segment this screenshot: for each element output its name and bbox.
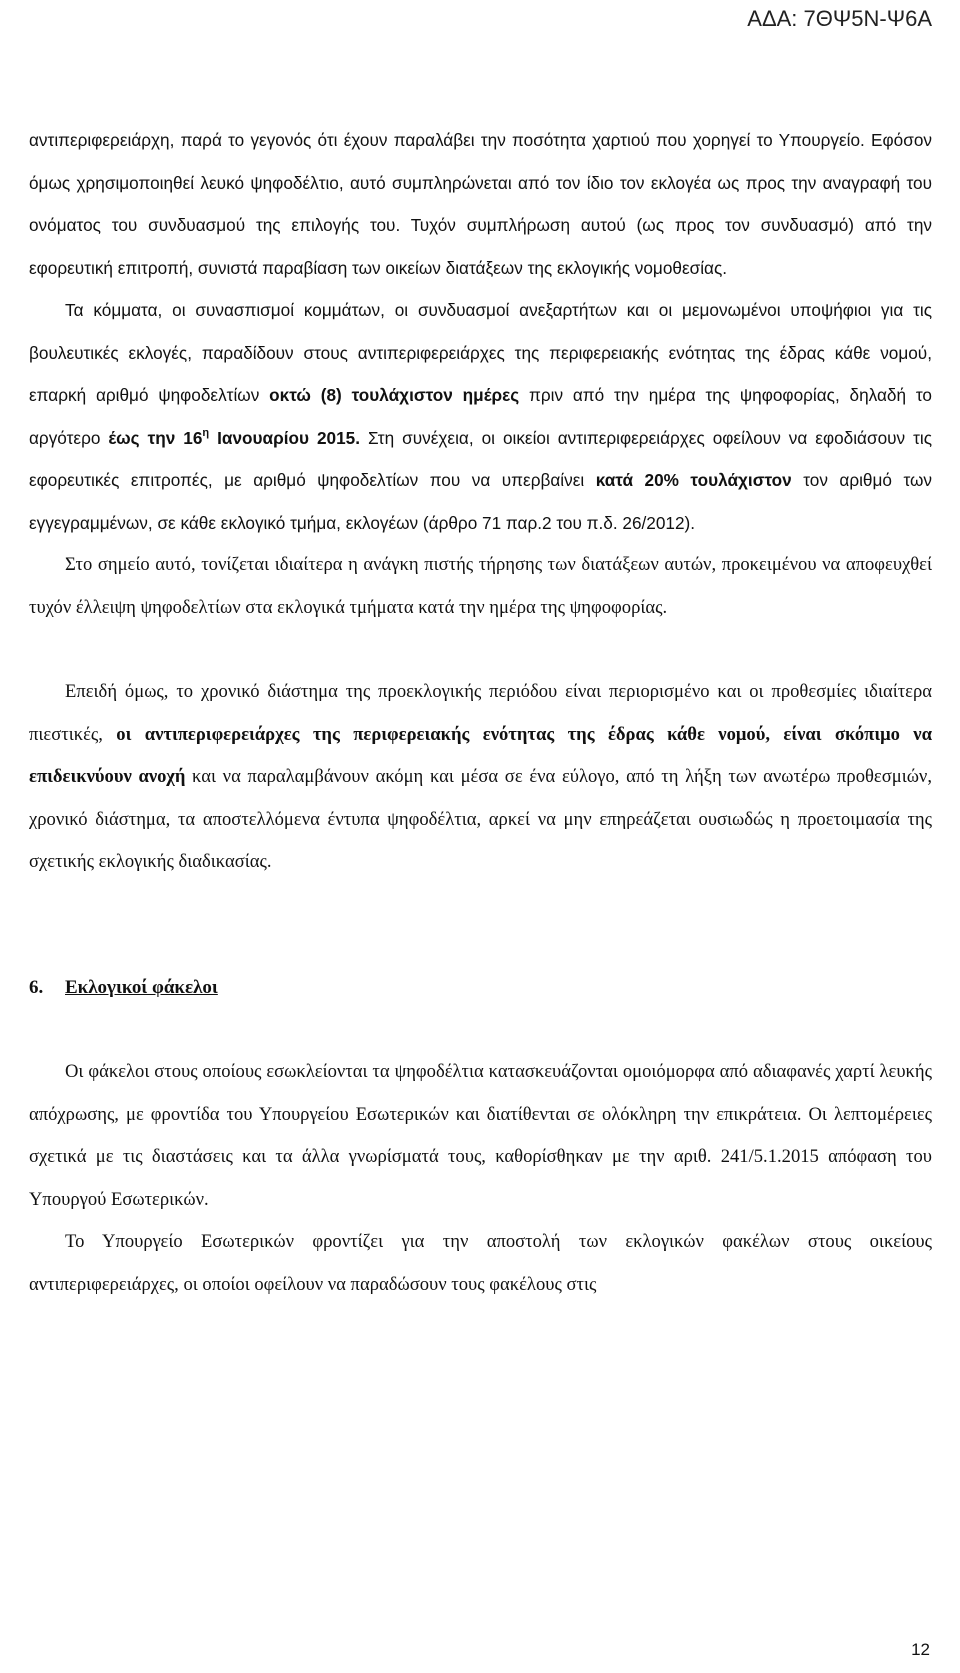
paragraph-envelopes: Οι φάκελοι στους οποίους εσωκλείονται τα ψηφοδέλτια κατασκευάζονται ομοιόμορφα από αδιαφανές χαρτί λευκής απόχρωσης, με φροντίδα του Υπουργείου Εσωτερικών και διατίθενται σε ολόκληρη την επικράτεια. Οι λεπτομέρειες σχετικά με τις διαστάσεις και τα άλλα γνωρίσματά τους, καθορίσθηκαν με την αριθ. 241/5.1.2015 απόφαση του Υπουργού Εσωτερικών. [29,1061,932,1210]
paragraph-ballot-filling: αντιπεριφερειάρχη, παρά το γεγονός ότι έχουν παραλάβει την ποσότητα χαρτιού που χορηγεί το Υπουργείο. Εφόσον όμως χρησιμοποιηθεί λευκό ψηφοδέλτιο, αυτό συμπληρώνεται από τον ίδιο τον εκλογέα ως προς την αναγραφή του ονόματος του συνδυασμού της επιλογής του. Τυχόν συμπλήρωση αυτού (ως προς τον συνδυασμό) από την εφορευτική επιτροπή, συνιστά παραβίαση των οικείων διατάξεων της εκλογικής νομοθεσίας. [29,130,932,278]
ada-code: ΑΔΑ: 7ΘΨ5Ν-Ψ6Α [747,6,932,31]
text-run: τον αριθμό των εγγεγραμμένων, σε κάθε εκλογικό τμήμα, εκλογέων (άρθρο 71 παρ.2 του π.δ. 26/2012). [29,470,933,533]
bold-run-deadline-days: οκτώ (8) τουλάχιστον ημέρες [269,385,520,405]
page-number: 12 [911,1640,930,1659]
paragraph-tolerance [29,671,932,884]
bold-run-tolerance: οι αντιπεριφερειάρχες της περιφερειακής ενότητας της έδρας κάθε νομού, είναι σκόπιμο να επιδεικνύουν ανοχή [29,723,932,787]
section-number: 6. [29,976,44,998]
text-run: πριν από την ημέρα της ψηφοφορίας, δηλαδή το αργότερο [29,385,932,448]
paragraph-emphasis: Στο σημείο αυτό, τονίζεται ιδιαίτερα η ανάγκη πιστής τήρησης των διατάξεων αυτών, προκειμένου να αποφευχθεί τυχόν έλλειψη ψηφοδελτίων στα εκλογικά τμήματα κατά την ημέρα της ψηφοφορίας. [29,554,932,618]
paragraph-party-delivery [29,289,932,544]
bold-run-deadline-date: έως την $16^\eta$ Ιανουαρίου 2015. [108,426,361,448]
bold-run-percentage: κατά 20% τουλάχιστον [595,470,792,490]
text-run: και να παραλαμβάνουν ακόμη και μέσα σε ένα εύλογο, από τη λήξη των ανωτέρω προθεσμιών, χρονικό διάστημα, τα αποστελλόμενα έντυπα ψηφοδέλτια, αρκεί να μην επηρεάζεται ουσιωδώς η προετοιμασία της σχετικής εκλογικής διαδικασίας. [29,766,932,872]
text-run: Επειδή όμως, το χρονικό διάστημα της προεκλογικής περιόδου είναι περιορισμένο και οι προθεσμίες ιδιαίτερα πιεστικές, [29,681,932,745]
document-body [29,119,932,1306]
paragraph-envelope-distribution: Το Υπουργείο Εσωτερικών φροντίζει για την αποστολή των εκλογικών φακέλων στους οικείους αντιπεριφερειάρχες, οι οποίοι οφείλουν να παραδώσουν τους φακέλους στις [29,1231,932,1295]
section-title: Εκλογικοί φάκελοι [65,976,218,998]
text-run: Στη συνέχεια, οι οικείοι αντιπεριφερειάρχες οφείλουν να εφοδιάσουν τις εφορευτικές επιτροπές, με αριθμό ψηφοδελτίων που να υπερβαίνει [29,427,933,490]
section-heading [29,967,932,1010]
text-run: Τα κόμματα, οι συνασπισμοί κομμάτων, οι συνδυασμοί ανεξαρτήτων και οι μεμονωμένοι υποψήφιοι για τις βουλευτικές εκλογές, παραδίδουν στους αντιπεριφερειάρχες της περιφερειακής ενότητας της έδρας κάθε νομού, επαρκή αριθμό ψηφοδελτίων [29,300,932,405]
